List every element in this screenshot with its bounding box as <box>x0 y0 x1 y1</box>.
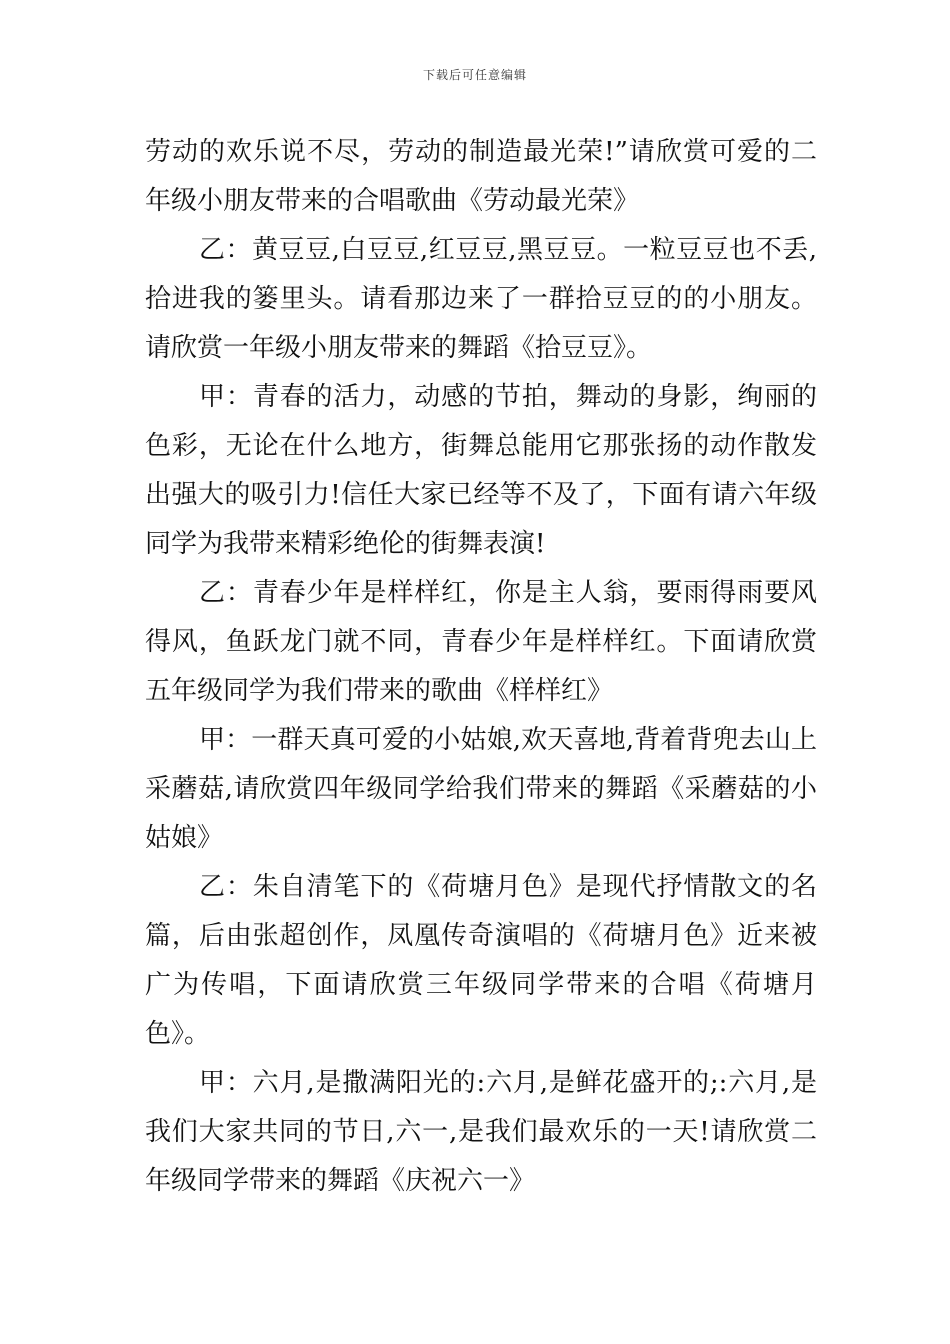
document-body <box>145 128 817 1206</box>
paragraph-4: 乙：青春少年是样样红，你是主人翁，要雨得雨要风得风，鱼跃龙门就不同，青春少年是样样红。下面请欣赏五年级同学为我们带来的歌曲《样样红》 <box>145 578 817 706</box>
paragraph-3: 甲：青春的活力，动感的节拍，舞动的身影，绚丽的色彩，无论在什么地方，街舞总能用它那张扬的动作散发出强大的吸引力!信任大家已经等不及了，下面有请六年级同学为我带来精彩绝伦的街舞表演! <box>145 382 817 559</box>
paragraph-5: 甲：一群天真可爱的小姑娘,欢天喜地,背着背兜去山上采蘑菇,请欣赏四年级同学给我们带来的舞蹈《采蘑菇的小姑娘》 <box>145 725 817 853</box>
header-note: 下载后可任意编辑 <box>422 68 527 82</box>
paragraph-2: 乙：黄豆豆,白豆豆,红豆豆,黑豆豆。一粒豆豆也不丢,拾进我的篓里头。请看那边来了一群拾豆豆的的小朋友。请欣赏一年级小朋友带来的舞蹈《拾豆豆》。 <box>145 235 817 363</box>
paragraph-1: 劳动的欢乐说不尽，劳动的制造最光荣!”请欣赏可爱的二年级小朋友带来的合唱歌曲《劳动最光荣》 <box>145 137 817 216</box>
paragraph-6: 乙：朱自清笔下的《荷塘月色》是现代抒情散文的名篇，后由张超创作，凤凰传奇演唱的《荷塘月色》近来被广为传唱，下面请欣赏三年级同学带来的合唱《荷塘月色》。 <box>145 872 817 1049</box>
paragraph-7: 甲：六月,是撒满阳光的:六月,是鲜花盛开的;:六月,是我们大家共同的节日,六一,是我们最欢乐的一天!请欣赏二年级同学带来的舞蹈《庆祝六一》 <box>145 1068 817 1196</box>
